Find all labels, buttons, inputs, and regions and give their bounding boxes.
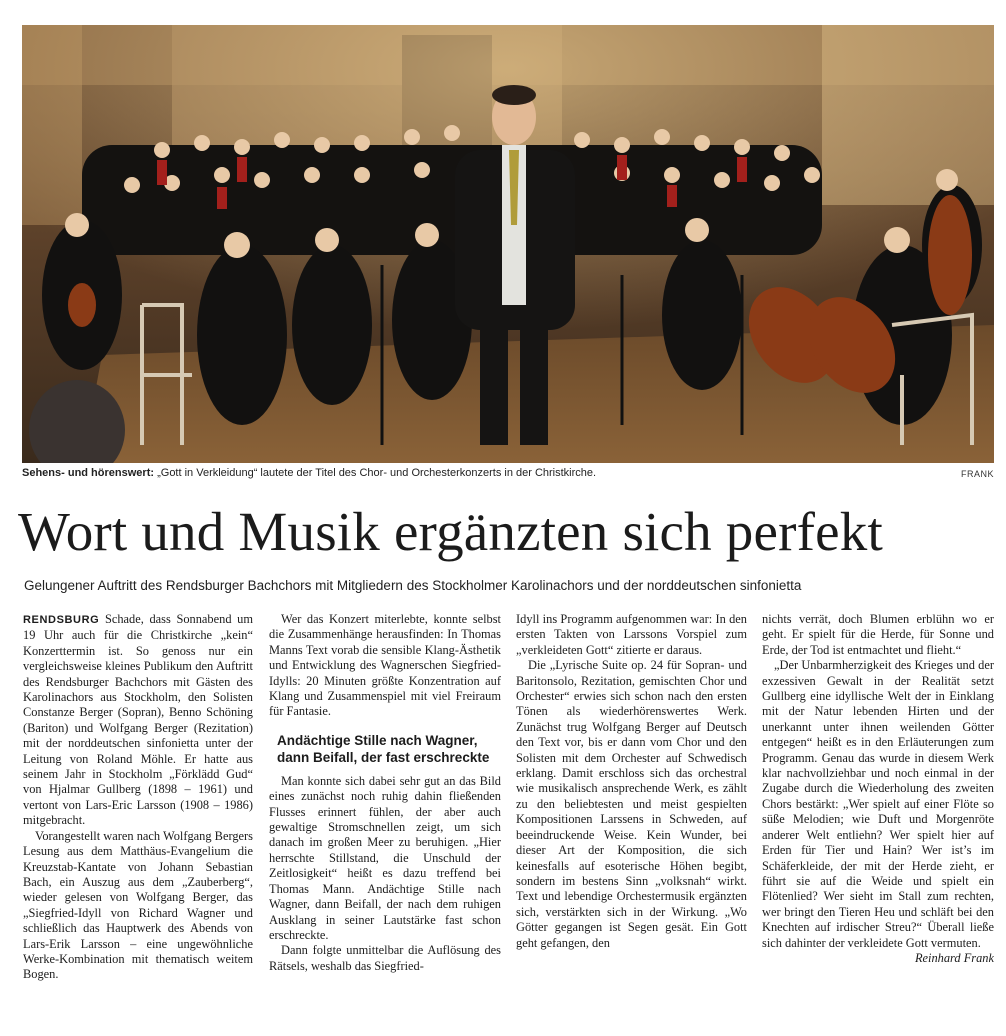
dateline: RENDSBURG bbox=[23, 614, 100, 626]
paragraph: Vorangestellt waren nach Wolfgang Bergers Lesung aus dem Matthäus-Evangelium die Kreuzstab-Kantate von Johann Sebastian Bach, ein Auszug aus dem „Zauberberg“, wieder gelesen von Wolfgang Berger, das „Siegfried-Idyll von Richard Wagner und schließlich das Hauptwerk des Abends von Lars-Erik Larsson – eine ungewöhnliche Werke-Kombination mit thematisch weitem Bogen. bbox=[23, 828, 253, 982]
article-column-1 bbox=[23, 612, 253, 1032]
paragraph: Die „Lyrische Suite op. 24 für Sopran- und Baritonsolo, Rezitation, gemischten Chor und Orchester“ erwies sich schon nach den ersten Tönen als wiederhörenswertes Werk. Zunächst trug Wolfgang Berger auf Deutsch den Text vor, bis er dann vom Chor und den Solisten mit dem Orchester auf Schwedisch erklang. Damit erschloss sich das orchestral wie musikalisch ansprechende Werk, es zählt zu den beliebtesten und meist gespielten Kompositionen Larssens in Schweden, auf beeindruckende Weise. Kein Wunder, bei dieser Art der Komposition, die sich keinesfalls auf esoterische Höhen begibt, sondern im bestens Sinn „volksnah“ wirkt. Text und lebendige Orchestermusik ergänzten sich, verstärkten sich in der Wirkung. „Wo Götter gegangen ist Segen gesät. Ein Gott geht gefangen, den bbox=[516, 658, 747, 950]
article-column-3 bbox=[516, 612, 747, 1032]
paragraph bbox=[762, 658, 994, 965]
paragraph: nichts verrät, doch Blumen erblühn wo er geht. Er spielt für die Herde, für Sonne und Erde, der Tod ist entmachtet und flieht.“ bbox=[762, 612, 994, 657]
photo-caption bbox=[22, 467, 994, 483]
interheadline: Andächtige Stille nach Wagner, dann Beifall, der fast erschreckte bbox=[277, 732, 490, 765]
author-byline: Reinhard Frank bbox=[914, 950, 994, 965]
photo-credit: FRANK bbox=[960, 469, 994, 479]
concert-photo-illustration bbox=[22, 25, 994, 463]
paragraph: Dann folgte unmittelbar die Auflösung des Rätsels, weshalb das Siegfried- bbox=[269, 943, 501, 973]
subheadline: Gelungener Auftritt des Rendsburger Bachchors mit Mitgliedern des Stockholmer Karolinachors und der norddeutschen sinfonietta bbox=[24, 578, 802, 593]
article-column-2 bbox=[269, 612, 501, 1032]
caption-text: „Gott in Verkleidung“ lautete der Titel des Chor- und Orchesterkonzerts in der Christkirche. bbox=[157, 467, 597, 479]
paragraph bbox=[23, 612, 253, 829]
paragraph-text: „Der Unbarmherzigkeit des Krieges und der exzessiven Gewalt in der Realität setzt Gullberg eine idyllische Welt der in Einklang mit der Natur lebenden Hirten und der unerkannt unter ihnen weilenden Götter entgegen“ heißt es in den Erläuterungen zum Programm. Genau das wurde in diesem Werk klar nachvollziehbar und noch einmal in der Zugabe durch die Wiederholung des zweiten Chors bestärkt: „Wer spielt auf einer Flöte so süße Melodien; wie Duft und Morgenröte anderer Welt entliehn? Wer spielt hier auf Erden für Tier und Hain? Wer ist’s im Schäferkleide, der mit der Herde zieht, er führt sie auf die Weide und spielt ein Flötenlied? Wer sieht im Stall zum rechten, wer bringt den Tieren Heu und schläft bei den Knechten auf irdischer Streu?“ Überall ließe sich dahinter der verkleidete Gott vermuten. bbox=[762, 658, 994, 950]
concert-photo bbox=[22, 25, 994, 463]
paragraph: Idyll ins Programm aufgenommen war: In den ersten Takten von Larssons Vorspiel zum „verkleideten Gott“ zitierte er daraus. bbox=[516, 612, 747, 657]
paragraph: Wer das Konzert miterlebte, konnte selbst die Zusammenhänge herausfinden: In Thomas Manns Text vorab die sensible Klang-Ästhetik und Entwicklung des Wagnerschen Siegfried-Idylls: 20 Minuten größte Konzentration auf Klang und Zusammenspiel mit viel Freiraum für Fantasie. bbox=[269, 612, 501, 719]
caption-lead: Sehens- und hörenswert: bbox=[22, 467, 155, 479]
article-column-4 bbox=[762, 612, 994, 1032]
paragraph: Man konnte sich dabei sehr gut an das Bild eines zunächst noch ruhig dahin fließenden Flusses erinnert fühlen, der aber auch gewaltige Stromschnellen zeigt, um sich danach im großen Meer zu beruhigen. „Hier herrschte Stillstand, die Unschuld der Zeitlosigkeit“ heißt es dazu treffend bei Thomas Mann. Andächtige Stille nach Wagner, dann Beifall, der nach dem ruhigen Ausklang in seiner Lautstärke fast schon erschreckte. bbox=[269, 773, 501, 942]
headline: Wort und Musik ergänzten sich perfekt bbox=[18, 501, 883, 562]
paragraph-text: Schade, dass Sonnabend um 19 Uhr auch für die Christkirche „kein“ Konzerttermin ist. So genoss nur ein vergleichsweise kleines Publikum den Auftritt des Rendsburger Bachchors mit Gästen des Karolinachors aus Stockholm, den Solisten Constanze Berger (Sopran), Benno Schöning (Bariton) und Wolfgang Berger (Rezitation) mit der norddeutschen sinfonietta unter der Leitung von Roland Möhle. Er hatte aus seinem Jahr in Stockholm „Förklädd Gud“ von Hjalmar Gullberg (1898 – 1961) und vertont von Lars-Eric Larsson (1908 – 1986) mitgebracht. bbox=[23, 612, 253, 828]
